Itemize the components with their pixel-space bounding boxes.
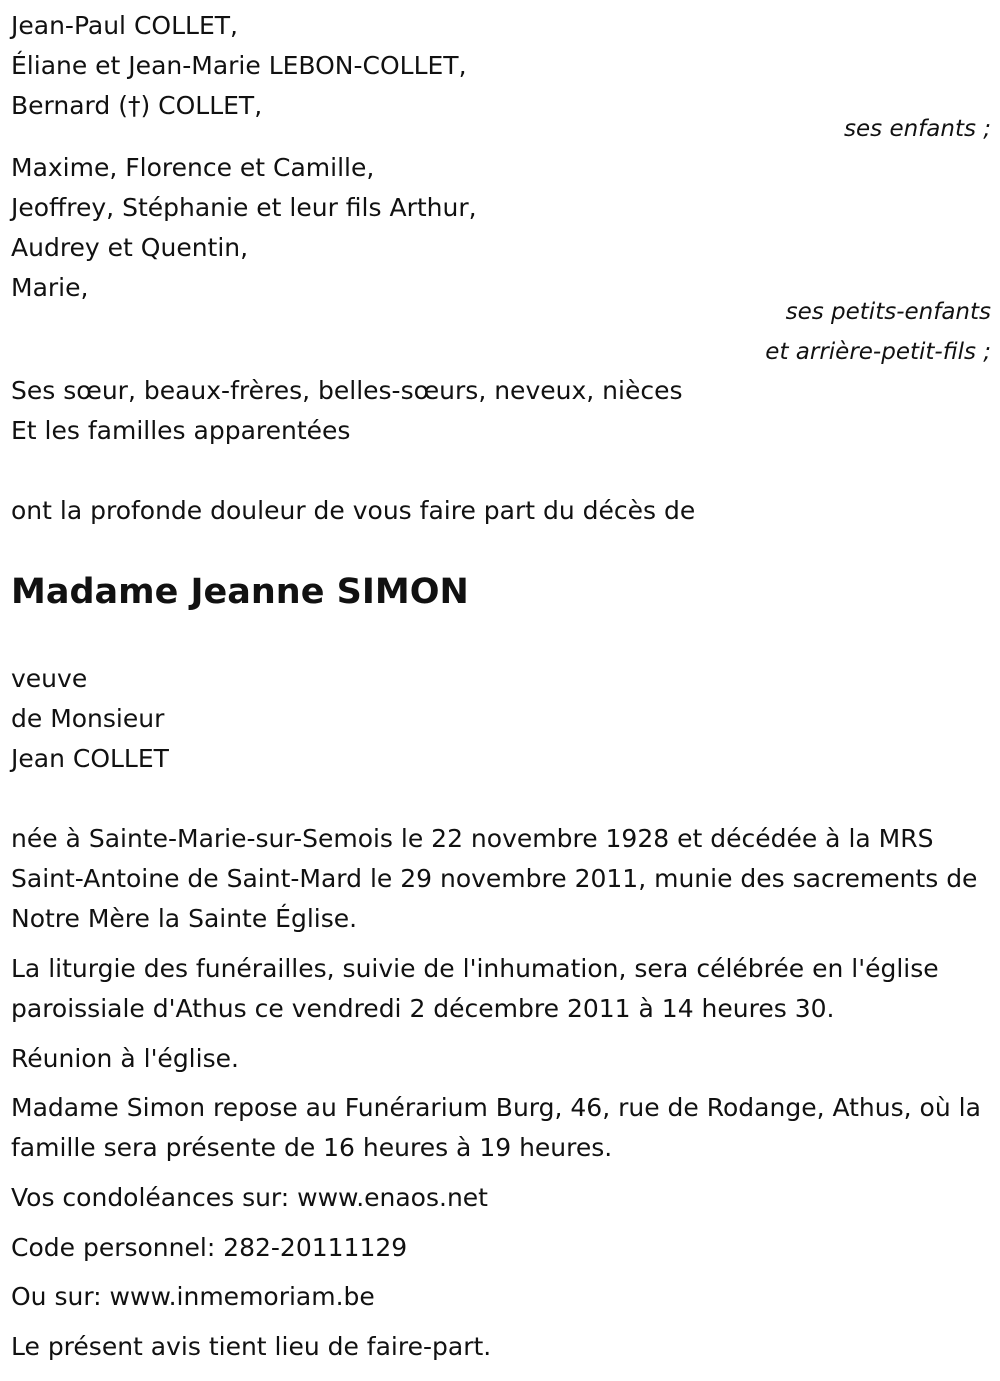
announcement-text: ont la profonde douleur de vous faire part du décès de	[11, 496, 696, 525]
personal-code-line: Code personnel: 282-20111129	[11, 1233, 408, 1262]
notice-line: Le présent avis tient lieu de faire-part.	[11, 1332, 492, 1361]
condolences-line: Vos condoléances sur: www.enaos.net	[11, 1183, 488, 1212]
repose-paragraph: Madame Simon repose au Funérarium Burg, 46, rue de Rodange, Athus, où la famille sera présente de 16 heures à 19 heures.	[11, 1093, 981, 1162]
widow-line-2: de Monsieur	[11, 704, 165, 733]
grandchild-line-3: Audrey et Quentin,	[11, 233, 249, 262]
deceased-name-heading: Madame Jeanne SIMON	[11, 572, 469, 612]
child-line-2: Éliane et Jean-Marie LEBON-COLLET,	[11, 51, 467, 80]
children-role-label: ses enfants ;	[844, 116, 991, 142]
widow-line-1: veuve	[11, 664, 88, 693]
grandchild-line-2: Jeoffrey, Stéphanie et leur fils Arthur,	[11, 193, 477, 222]
child-line-3: Bernard (†) COLLET,	[11, 91, 263, 120]
child-line-1: Jean-Paul COLLET,	[11, 11, 238, 40]
great-grandchild-role-label: et arrière-petit-fils ;	[765, 339, 991, 365]
family-line-1: Ses sœur, beaux-frères, belles-sœurs, neveux, nièces	[11, 376, 683, 405]
liturgy-paragraph: La liturgie des funérailles, suivie de l'inhumation, sera célébrée en l'église paroissiale d'Athus ce vendredi 2 décembre 2011 à 14 heures 30.	[11, 954, 939, 1023]
family-line-2: Et les familles apparentées	[11, 416, 351, 445]
widow-line-3: Jean COLLET	[11, 744, 169, 773]
birth-death-paragraph: née à Sainte-Marie-sur-Semois le 22 novembre 1928 et décédée à la MRS Saint-Antoine de Saint-Mard le 29 novembre 2011, munie des sacrements de Notre Mère la Sainte Église.	[11, 824, 978, 933]
grandchild-line-4: Marie,	[11, 273, 89, 302]
grandchildren-role-label: ses petits-enfants	[785, 299, 991, 325]
meeting-paragraph: Réunion à l'église.	[11, 1044, 239, 1073]
grandchild-line-1: Maxime, Florence et Camille,	[11, 153, 375, 182]
alternate-site-line: Ou sur: www.inmemoriam.be	[11, 1282, 375, 1311]
